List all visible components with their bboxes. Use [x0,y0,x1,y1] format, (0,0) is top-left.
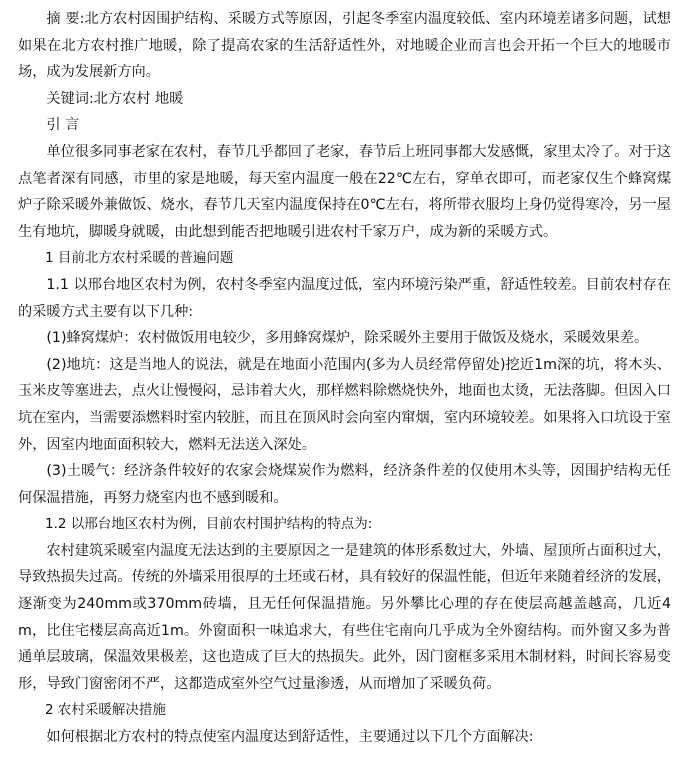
keywords-paragraph: 关键词:北方农村 地暖 [46,90,184,107]
envelope-paragraph: 农村建筑采暖室内温度无法达到的主要原因之一是建筑的体形系数过大，外墙、屋顶所占面积过大，导致热损失过高。传统的外墙采用很厚的土坯或石材，具有较好的保温性能，但近年来随着经济的发展，逐渐变为240mm或370mm砖墙，且无任何保温措施。另外攀比心理的存在使层高越盖越高，几近4m，比住宅楼层高高近1m。外窗面积一味追求大，有些住宅南向几乎成为全外窗结构。而外窗又多为普通单层玻璃，保温效果极差，这也造成了巨大的热损失。此外，因门窗框多采用木制材料，时间长容易变形，导致门窗密闭不严，这都造成室外空气过量渗透，从而增加了采暖负荷。 [18,542,671,692]
introduction-heading: 引 言 [46,117,80,134]
list-item-floor-pit: (2)地坑：这是当地人的说法，就是在地面小范围内(多为人员经常停留处)挖近1m深的坑，将木头、玉米皮等塞进去，点火让慢慢闷，忌讳着大火，那样燃料除燃烧快外，地面也太烫，无法落脚。但因入口坑在室内，当需要添燃料时室内较脏，而且在顶风时会向室内窜烟，室内环境较差。如果将入口坑设于室外，因室内地面面积较大，燃料无法送入深处。 [18,356,671,453]
list-item-honeycomb-stove: (1)蜂窝煤炉：农村做饭用电较少，多用蜂窝煤炉，除采暖外主要用于做饭及烧水，采暖效果差。 [46,330,649,347]
section-1-heading: 1 目前北方农村采暖的普遍问题 [45,250,234,267]
abstract-paragraph: 摘 要:北方农村因围护结构、采暖方式等原因，引起冬季室内温度较低、室内环境差诸多问题，试想如果在北方农村推广地暖，除了提高农家的生活舒适性外，对地暖企业而言也会开拓一个巨大的地暖市场，成为发展新方向。 [18,11,671,81]
section-2-heading: 2 农村采暖解决措施 [45,702,166,719]
section-1-2-paragraph: 1.2 以邢台地区农村为例，目前农村围护结构的特点为: [45,516,373,533]
section-1-1-paragraph: 1.1 以邢台地区农村为例，农村冬季室内温度过低，室内环境污染严重，舒适性较差。目前农村存在的采暖方式主要有以下几种: [18,276,671,320]
list-item-earth-radiator: (3)土暖气：经济条件较好的农家会烧煤炭作为燃料，经济条件差的仅使用木头等，因围护结构无任何保温措施，再努力烧室内也不感到暖和。 [18,463,671,506]
solution-paragraph: 如何根据北方农村的特点使室内温度达到舒适性，主要通过以下几个方面解决: [46,729,534,746]
introduction-paragraph: 单位很多同事老家在农村，春节几乎都回了老家，春节后上班同事都大发感慨，家里太冷了。对于这点笔者深有同感，市里的家是地暖，每天室内温度一般在22℃左右，穿单衣即可，而老家仅生个蜂窝煤炉子除采暖外兼做饭、烧水，春节几天室内温度保持在0℃左右，将所带衣服均上身仍觉得寒冷，另一屋生有地坑，脚暖身就暖，由此想到能否把地暖引进农村千家万户，成为新的采暖方式。 [18,143,671,240]
